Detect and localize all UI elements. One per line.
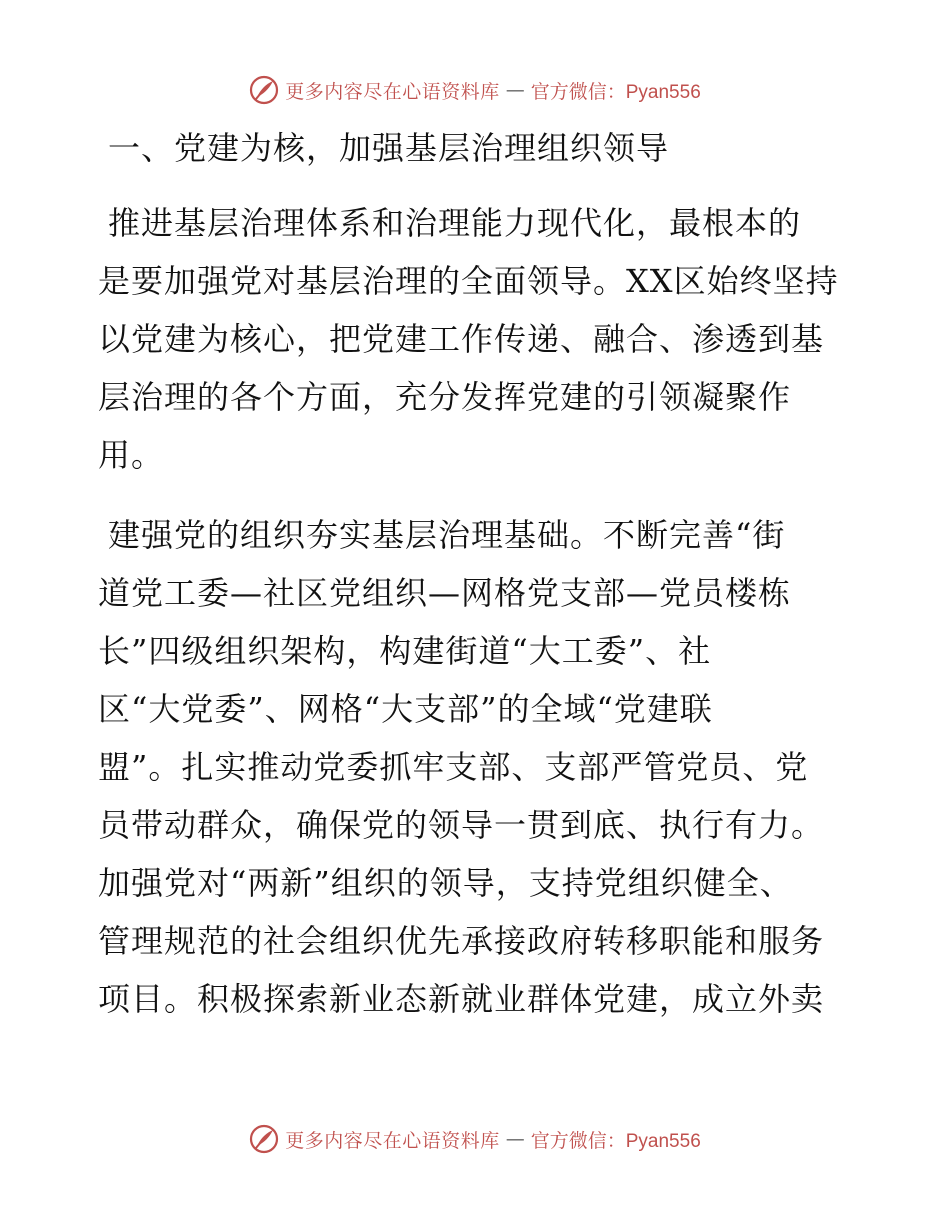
paragraph-line: 盟”。扎实推动党委抓牢支部、支部严管党员、党 <box>98 748 809 786</box>
quill-logo-icon <box>249 75 279 105</box>
document-body <box>98 122 858 1050</box>
watermark-text: 更多内容尽在心语资料库 <box>285 1129 500 1152</box>
watermark-header <box>0 72 950 108</box>
paragraph-line: 项目。积极探索新业态新就业群体党建，成立外卖 <box>98 980 825 1018</box>
paragraph-line: 区“大党委”、网格“大支部”的全域“党建联 <box>98 690 713 728</box>
watermark-separator: — <box>505 1128 525 1150</box>
paragraph-line: 道党工委—社区党组织—网格党支部—党员楼栋 <box>98 574 792 612</box>
paragraph-line: 长”四级组织架构，构建街道“大工委”、社 <box>98 632 712 670</box>
paragraph-line: 员带动群众，确保党的领导一贯到底、执行有力。 <box>98 806 825 844</box>
paragraph-line: 层治理的各个方面，充分发挥党建的引领凝聚作 <box>98 378 792 416</box>
watermark-text: 更多内容尽在心语资料库 <box>285 80 500 103</box>
paragraph-line: 是要加强党对基层治理的全面领导。XX区始终坚持 <box>98 262 839 300</box>
paragraph-2 <box>98 506 858 1028</box>
paragraph-line: 管理规范的社会组织优先承接政府转移职能和服务 <box>98 922 825 960</box>
section-heading: 一、党建为核，加强基层治理组织领导 <box>108 129 670 167</box>
watermark-footer <box>0 1121 950 1157</box>
paragraph-line: 以党建为核心，把党建工作传递、融合、渗透到基 <box>98 320 825 358</box>
paragraph-line: 建强党的组织夯实基层治理基础。不断完善“街 <box>108 516 786 554</box>
paragraph-line: 用。 <box>98 436 165 474</box>
watermark-account: 官方微信：Pyan556 <box>530 1130 701 1152</box>
paragraph-line: 加强党对“两新”组织的领导，支持党组织健全、 <box>98 864 793 902</box>
paragraph-1 <box>98 194 858 484</box>
quill-logo-icon <box>249 1124 279 1154</box>
watermark-account: 官方微信：Pyan556 <box>530 81 701 103</box>
watermark-separator: — <box>505 79 525 101</box>
paragraph-line: 推进基层治理体系和治理能力现代化，最根本的 <box>108 204 802 242</box>
